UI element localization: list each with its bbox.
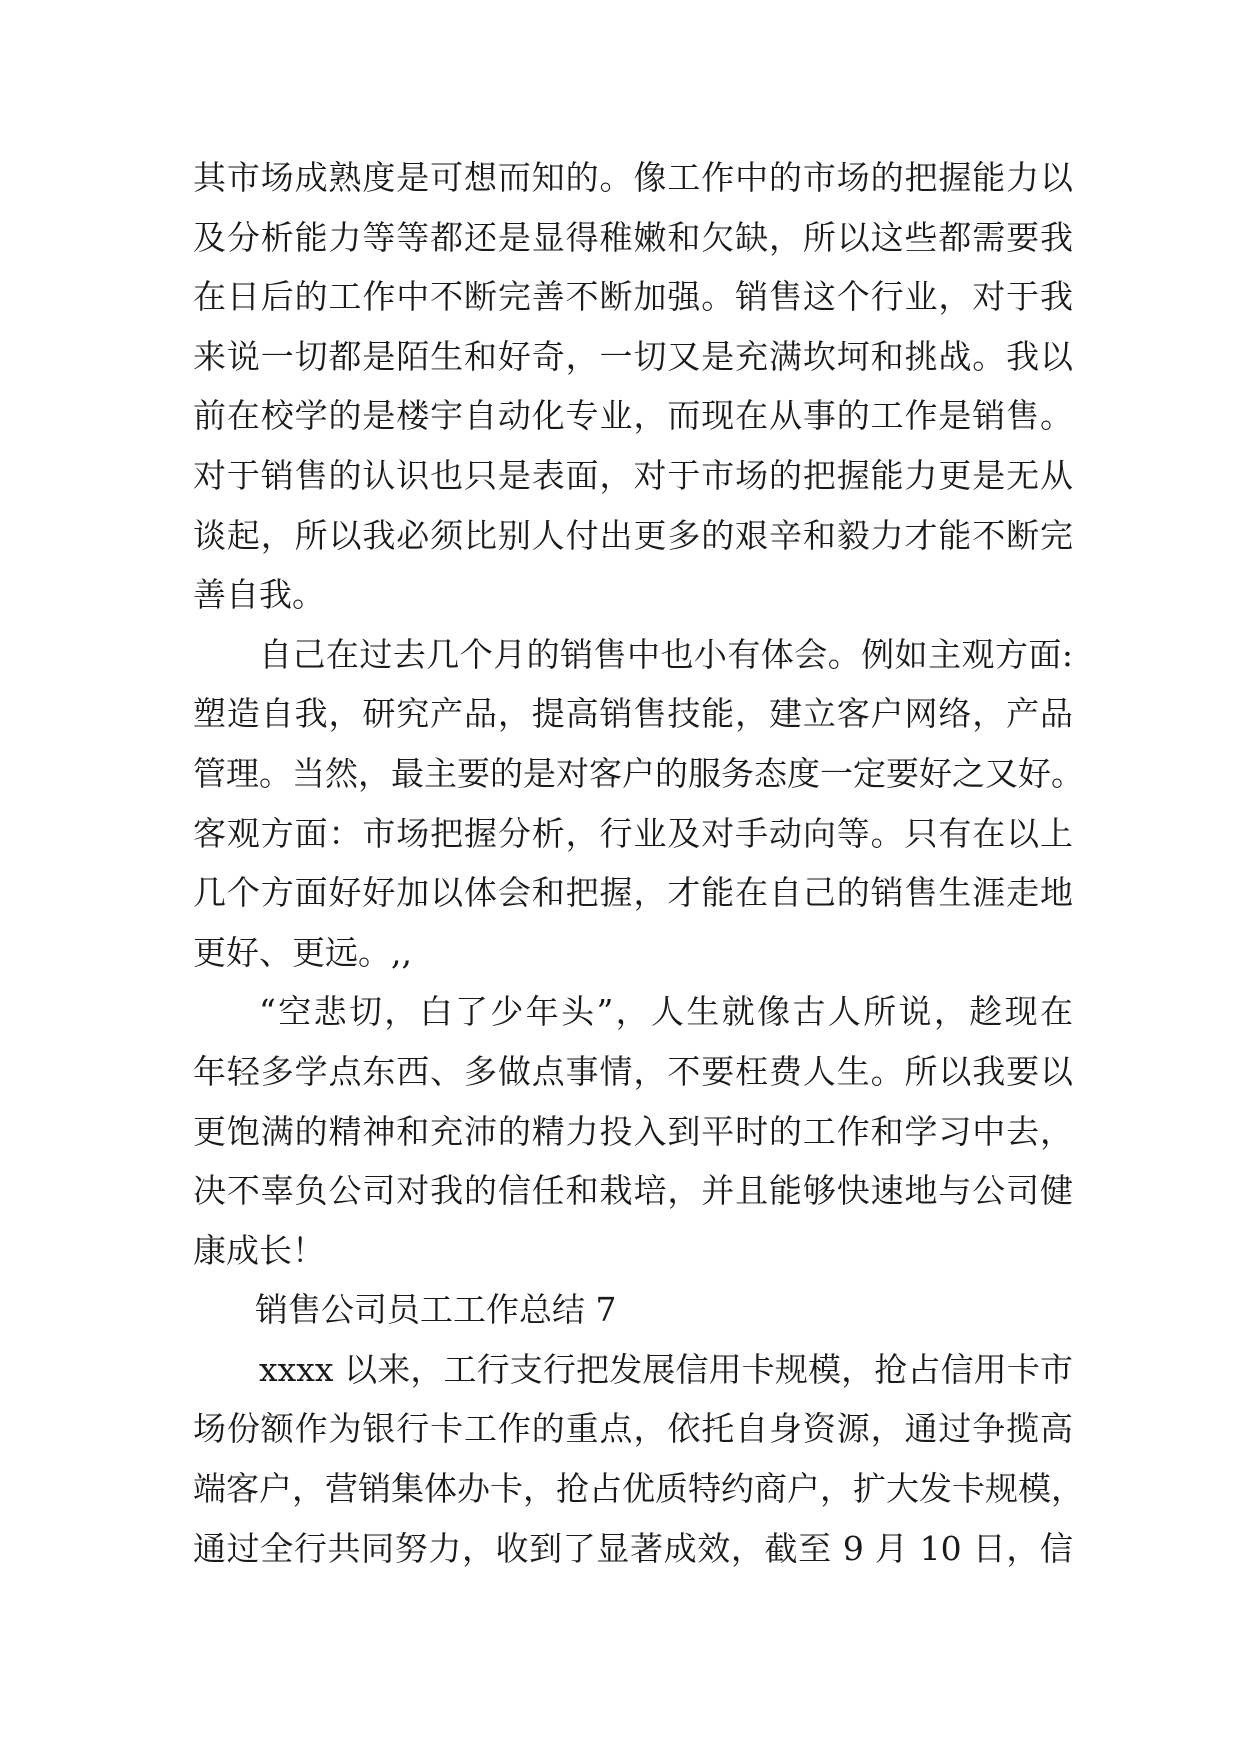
text-line: 年轻多学点东西、多做点事情，不要枉费人生。所以我要以 <box>193 1051 1073 1091</box>
paragraph-3 <box>193 982 1073 1280</box>
text-line: “空悲切，白了少年头”，人生就像古人所说，趁现在 <box>259 992 1073 1032</box>
text-line: 谈起，所以我必须比别人付出更多的艰辛和毅力才能不断完 <box>193 515 1073 555</box>
text-line: 通过全行共同努力，收到了显著成效，截至 9 月 10 日，信 <box>193 1528 1073 1568</box>
text-line: 更好、更远。,, <box>193 932 412 972</box>
text-line: 康成长！ <box>193 1230 325 1270</box>
text-line: 来说一切都是陌生和好奇，一切又是充满坎坷和挑战。我以 <box>193 336 1073 376</box>
document-body <box>193 148 1084 1578</box>
text-line: 前在校学的是楼宇自动化专业，而现在从事的工作是销售。 <box>193 396 1073 436</box>
text-line: 及分析能力等等都还是显得稚嫩和欠缺，所以这些都需要我 <box>193 217 1073 257</box>
text-line: 客观方面：市场把握分析，行业及对手动向等。只有在以上 <box>193 813 1073 853</box>
paragraph-4 <box>193 1340 1084 1578</box>
text-line: 善自我。 <box>193 575 325 615</box>
section-heading <box>193 1280 1073 1340</box>
text-line: 对于销售的认识也只是表面，对于市场的把握能力更是无从 <box>193 455 1073 495</box>
text-line: xxxx 以来，工行支行把发展信用卡规模，抢占信用卡市 <box>259 1349 1073 1389</box>
text-line: 几个方面好好加以体会和把握，才能在自己的销售生涯走地 <box>193 873 1073 913</box>
heading-text: 销售公司员工工作总结 7 <box>255 1290 617 1330</box>
text-line: 场份额作为银行卡工作的重点，依托自身资源，通过争揽高 <box>193 1409 1073 1449</box>
text-line: 在日后的工作中不断完善不断加强。销售这个行业，对于我 <box>193 277 1073 317</box>
text-line: 塑造自我，研究产品，提高销售技能，建立客户网络，产品 <box>193 694 1073 734</box>
text-line: 端客户，营销集体办卡，抢占优质特约商户，扩大发卡规模， <box>193 1469 1084 1509</box>
text-line: 其市场成熟度是可想而知的。像工作中的市场的把握能力以 <box>193 158 1073 197</box>
text-line: 更饱满的精神和充沛的精力投入到平时的工作和学习中去， <box>193 1111 1073 1151</box>
text-line: 决不辜负公司对我的信任和栽培，并且能够快速地与公司健 <box>193 1171 1073 1211</box>
text-line: 自己在过去几个月的销售中也小有体会。例如主观方面: <box>259 634 1073 674</box>
text-line: 管理。当然，最主要的是对客户的服务态度一定要好之又好。 <box>193 753 1084 793</box>
paragraph-1 <box>193 148 1073 625</box>
paragraph-2 <box>193 625 1084 983</box>
